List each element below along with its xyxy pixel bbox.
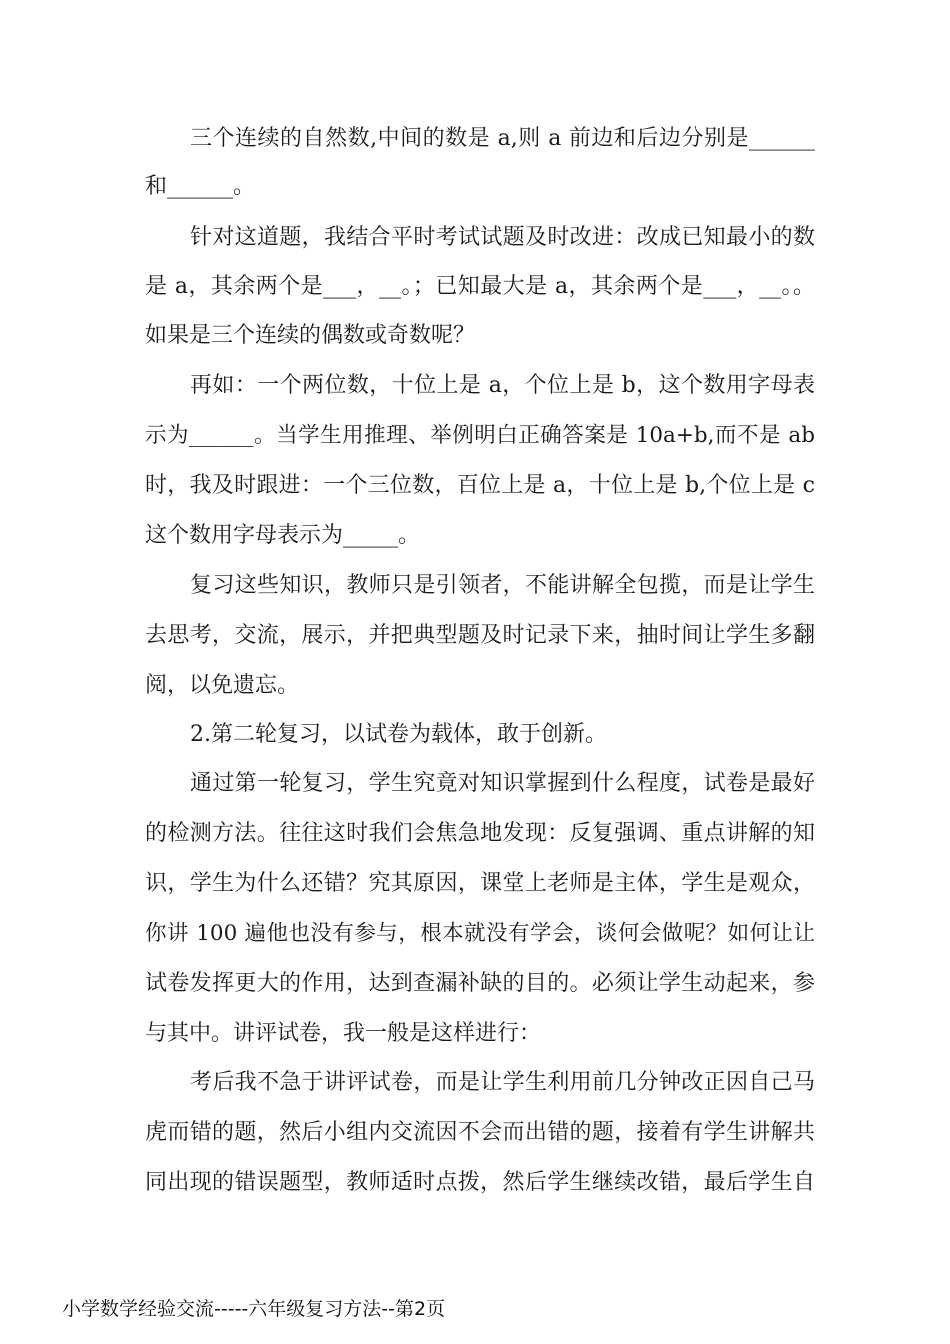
text-line: 三个连续的自然数,中间的数是 a,则 a 前边和后边分别是______ <box>190 126 815 151</box>
text-line: 虎而错的题，然后小组内交流因不会而出错的题，接着有学生讲解共 <box>145 1120 815 1145</box>
text-line: 通过第一轮复习，学生究竟对知识掌握到什么程度，试卷是最好 <box>190 771 815 796</box>
text-line: 时，我及时跟进：一个三位数，百位上是 a，十位上是 b,个位上是 c <box>145 473 815 498</box>
text-line: 去思考，交流，展示，并把典型题及时记录下来，抽时间让学生多翻 <box>145 623 815 648</box>
text-line: 针对这道题，我结合平时考试试题及时改进：改成已知最小的数 <box>190 225 815 250</box>
text-line: 识，学生为什么还错？究其原因，课堂上老师是主体，学生是观众， <box>145 871 815 896</box>
text-line: 同出现的错误题型，教师适时点拨，然后学生继续改错，最后学生自 <box>145 1170 815 1195</box>
text-line: 和______。 <box>145 174 256 199</box>
text-line: 考后我不急于讲评试卷，而是让学生利用前几分钟改正因自己马 <box>190 1070 815 1095</box>
text-line: 示为______。当学生用推理、举例明白正确答案是 10a+b,而不是 ab <box>145 423 815 448</box>
text-line: 阅，以免遗忘。 <box>145 673 300 698</box>
text-line: 试卷发挥更大的作用，达到查漏补缺的目的。必须让学生动起来，参 <box>145 971 815 996</box>
text-line: 与其中。讲评试卷，我一般是这样进行： <box>145 1021 542 1046</box>
text-line: 这个数用字母表示为_____。 <box>145 523 421 548</box>
text-line: 如果是三个连续的偶数或奇数呢？ <box>145 323 476 348</box>
text-line: 再如：一个两位数，十位上是 a，个位上是 b，这个数用字母表 <box>190 373 816 398</box>
text-line: 你讲 100 遍他也没有参与，根本就没有学会，谈何会做呢？如何让让 <box>145 921 815 946</box>
text-line: 是 a，其余两个是___，__。；已知最大是 a，其余两个是___，__。。 <box>145 274 815 299</box>
text-line: 的检测方法。往往这时我们会焦急地发现：反复强调、重点讲解的知 <box>145 821 815 846</box>
section-heading: 2.第二轮复习，以试卷为载体，敢于创新。 <box>190 722 607 747</box>
page-footer: 小学数学经验交流-----六年级复习方法--第2页 <box>62 1298 446 1320</box>
text-line: 复习这些知识，教师只是引领者，不能讲解全包揽，而是让学生 <box>190 573 815 598</box>
